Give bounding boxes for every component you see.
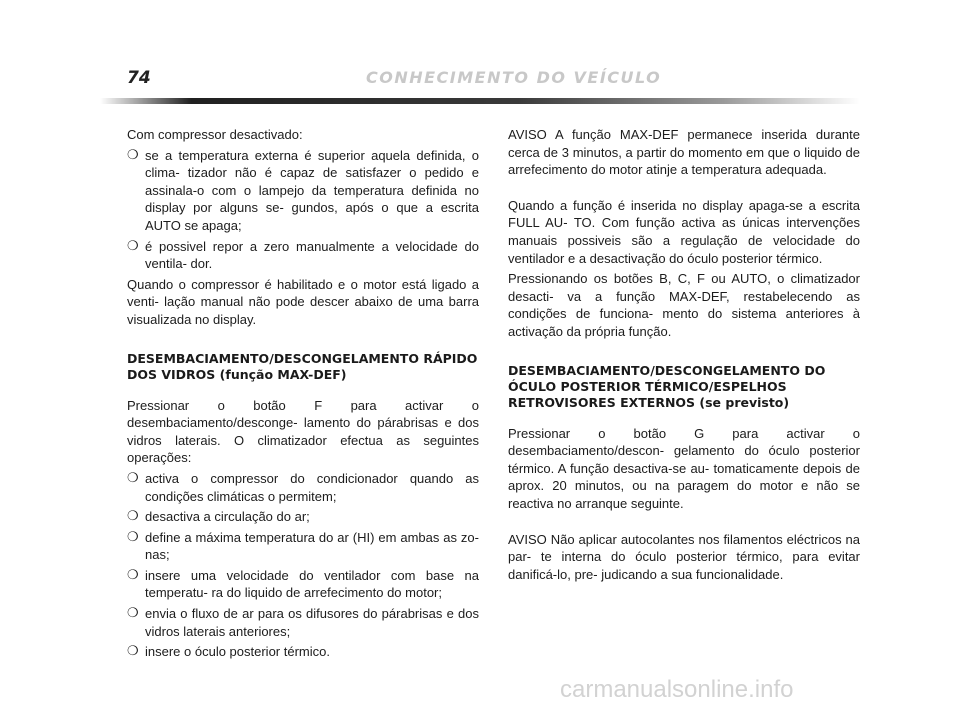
- list-item: [127, 470, 479, 505]
- warning-paragraph: AVISO Não aplicar autocolantes nos filamentos eléctricos na par- te interna do óculo posterior térmico, para evitar danificá-lo, pre- judicando a sua funcionalidade.: [508, 531, 860, 582]
- list-item-text: activa o compressor do condicionador quando as condições climáticas o permitem;: [145, 470, 479, 504]
- list-item: [127, 529, 479, 564]
- list-item: [127, 643, 479, 661]
- list-item-text: desactiva a circulação do ar;: [145, 509, 310, 525]
- right-column: [508, 126, 860, 586]
- circle-bullet-icon: ❍: [127, 509, 139, 525]
- page-title: CONHECIMENTO DO VEÍCULO: [366, 68, 662, 87]
- list-item-text: insere o óculo posterior térmico.: [145, 644, 330, 660]
- list-item: [127, 567, 479, 602]
- bullet-list-compressor: [127, 147, 479, 273]
- paragraph: Pressionando os botões B, C, F ou AUTO, o climatizador desacti- va a função MAX-DEF, restabelecendo as condições de funciona- mento do sistema anteriores à activação da própria função.: [508, 271, 860, 339]
- list-item-text: define a máxima temperatura do ar (HI) em ambas as zo- nas;: [145, 529, 479, 563]
- paragraph: Quando o compressor é habilitado e o motor está ligado a venti- lação manual não pode descer abaixo de uma barra visualizada no display.: [127, 276, 479, 327]
- watermark-text: carmanualsonline.info: [560, 676, 794, 703]
- circle-bullet-icon: ❍: [127, 567, 139, 583]
- left-column: [127, 126, 479, 664]
- list-item: [127, 605, 479, 640]
- list-item-text: se a temperatura externa é superior aquela definida, o clima- tizador não é capaz de satisfazer o pedido e assinala-o com o lampejo da temperatura definida no display por alguns se- gundos, após o que a escrita AUTO se apaga;: [145, 147, 479, 233]
- circle-bullet-icon: ❍: [127, 470, 139, 486]
- list-item: [127, 238, 479, 273]
- section-heading-max-def: DESEMBACIAMENTO/DESCONGELAMENTO RÁPIDO DOS VIDROS (função MAX-DEF): [127, 350, 478, 382]
- circle-bullet-icon: ❍: [127, 606, 139, 622]
- circle-bullet-icon: ❍: [127, 147, 139, 163]
- paragraph: Quando a função é inserida no display apaga-se a escrita FULL AU- TO. Com função activa as únicas intervenções manuais possiveis são a regulação de velocidade do ventilador e a desactivação do óculo posterior térmico.: [508, 197, 860, 266]
- list-item-text: envia o fluxo de ar para os difusores do párabrisas e dos vidros laterais anteriores;: [145, 606, 479, 639]
- page-number: 74: [127, 68, 151, 88]
- bullet-list-operations: [127, 470, 479, 661]
- list-item: [127, 508, 479, 526]
- paragraph: Pressionar o botão G para activar o desembaciamento/descon- gelamento do óculo posterior térmico. A função desactiva-se au- tomaticamente depois de aprox. 20 minutos, ou na paragem do motor e não se reactiva no arranque seguinte.: [508, 425, 860, 511]
- header-rule: [100, 98, 860, 104]
- section-heading-rear-window: DESEMBACIAMENTO/DESCONGELAMENTO DO ÓCULO POSTERIOR TÉRMICO/ESPELHOS RETROVISORES EXTERNOS (se previsto): [508, 362, 826, 410]
- paragraph: Pressionar o botão F para activar o desembaciamento/desconge- lamento do párabrisas e dos vidros laterais. O climatizador efectua as seguintes operações:: [127, 397, 479, 466]
- list-item: [127, 147, 479, 235]
- list-item-text: é possivel repor a zero manualmente a velocidade do ventila- dor.: [145, 238, 479, 272]
- circle-bullet-icon: ❍: [127, 529, 139, 545]
- circle-bullet-icon: ❍: [127, 238, 139, 254]
- circle-bullet-icon: ❍: [127, 644, 139, 660]
- intro-text: Com compressor desactivado:: [127, 127, 303, 142]
- list-item-text: insere uma velocidade do ventilador com base na temperatu- ra do liquido de arrefecimento do motor;: [145, 567, 479, 601]
- warning-paragraph: AVISO A função MAX-DEF permanece inserida durante cerca de 3 minutos, a partir do momento em que o liquido de arrefecimento do motor atinje a temperatura adequada.: [508, 127, 860, 178]
